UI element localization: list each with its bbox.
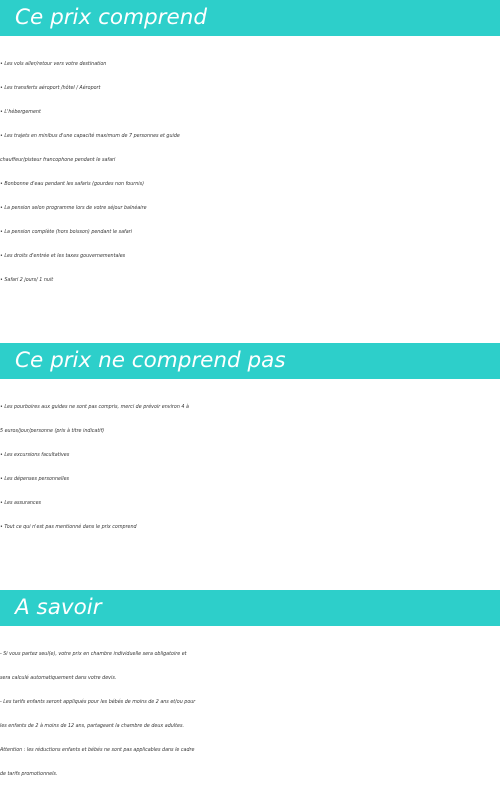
list-item: • Safari 2 jours/ 1 nuit bbox=[0, 278, 54, 283]
section-header-included: Ce prix comprend bbox=[0, 0, 500, 36]
list-item: • Les transferts aéroport /hôtel / Aéroport bbox=[0, 86, 101, 91]
included-list bbox=[0, 53, 500, 293]
list-item: • La pension selon programme lors de votre séjour balnéaire bbox=[0, 206, 147, 211]
list-item: • Les excursions facultatives bbox=[0, 453, 70, 458]
not-included-list bbox=[0, 396, 500, 540]
list-item: • Les pourboires aux guides ne sont pas compris, merci de prévoir environ 4 à bbox=[0, 405, 189, 410]
list-item: 5 euros/jour/personne (prix à titre indicatif) bbox=[0, 429, 105, 434]
section-header-not-included: Ce prix ne comprend pas bbox=[0, 343, 500, 379]
list-item: • La pension complète (hors boisson) pendant le safari bbox=[0, 230, 132, 235]
list-item: • L'hébergement bbox=[0, 110, 41, 115]
list-item: • Les droits d'entrée et les taxes gouvernementales bbox=[0, 254, 126, 259]
list-item: • Les trajets en minibus d'une capacité maximum de 7 personnes et guide bbox=[0, 134, 180, 139]
list-item: les enfants de 2 à moins de 12 ans, partageant la chambre de deux adultes. bbox=[0, 724, 184, 729]
list-item: • Les dépenses personnelles bbox=[0, 477, 70, 482]
section-header-a-savoir: A savoir bbox=[0, 590, 500, 626]
list-item: • Tout ce qui n'est pas mentionné dans le prix comprend bbox=[0, 525, 137, 530]
list-item: - Les tarifs enfants seront appliqués pour les bébés de moins de 2 ans et/ou pour bbox=[0, 700, 196, 705]
list-item: de tarifs promotionnels. bbox=[0, 772, 58, 777]
list-item: Attention : les réductions enfants et bébés ne sont pas applicables dans le cadre bbox=[0, 748, 195, 753]
list-item: sera calculé automatiquement dans votre devis. bbox=[0, 676, 117, 681]
list-item: • Les assurances bbox=[0, 501, 42, 506]
list-item: • Bonbonne d'eau pendant les safaris (gourdes non fournis) bbox=[0, 182, 144, 187]
list-item: • Les vols aller/retour vers votre destination bbox=[0, 62, 107, 67]
list-item: - Si vous partez seul(e), votre prix en chambre individuelle sera obligatoire et bbox=[0, 652, 187, 657]
list-item: chauffeur/pisteur francophone pendant le safari bbox=[0, 158, 116, 163]
a-savoir-list bbox=[0, 643, 500, 787]
